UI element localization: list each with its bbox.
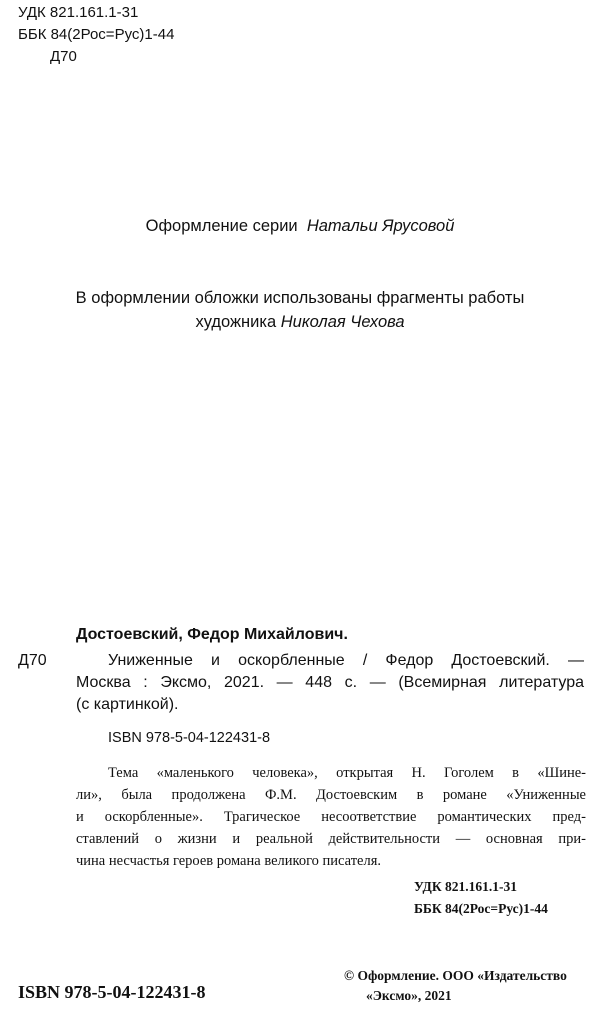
author-mark: Д70 bbox=[50, 48, 77, 65]
copyright-line-1: © Оформление. ООО «Издательство bbox=[344, 968, 567, 983]
description-line: (с картинкой). bbox=[76, 696, 179, 713]
annotation-line: Тема «маленького человека», открытая Н. Гоголем в «Шине- bbox=[108, 765, 586, 781]
author-heading: Достоевский, Федор Михайлович. bbox=[76, 626, 348, 643]
cover-artist-name: Николая Чехова bbox=[280, 313, 405, 331]
series-design-credit bbox=[0, 214, 600, 238]
annotation-line: чина несчастья героев романа великого писателя. bbox=[76, 853, 382, 869]
cover-credit-line-2 bbox=[0, 310, 600, 334]
udk-code: УДК 821.161.1-31 bbox=[18, 4, 139, 21]
description-line: Униженные и оскорбленные / Федор Достоевский. — bbox=[108, 652, 584, 669]
annotation-line: ставлений о жизни и реальной действительности — основная при- bbox=[76, 831, 586, 847]
description-line: Москва : Эксмо, 2021. — 448 с. — (Всемирная литература bbox=[76, 674, 584, 691]
cover-credit-line-1: В оформлении обложки использованы фрагменты работы bbox=[75, 289, 525, 307]
bbk-code: ББК 84(2Рос=Рус)1-44 bbox=[18, 26, 175, 43]
card-isbn: ISBN 978-5-04-122431-8 bbox=[108, 730, 271, 746]
annotation-line: и оскорбленные». Трагическое несоответствие романтических пред- bbox=[76, 809, 586, 825]
series-designer-name: Натальи Ярусовой bbox=[306, 217, 455, 235]
card-udk-code: УДК 821.161.1-31 bbox=[414, 879, 517, 894]
cover-credit-prefix: художника bbox=[195, 313, 277, 331]
card-author-mark: Д70 bbox=[18, 652, 47, 669]
footer-isbn: ISBN 978-5-04-122431-8 bbox=[18, 982, 206, 1002]
copyright-line-2: «Эксмо», 2021 bbox=[366, 988, 452, 1003]
card-bbk-code: ББК 84(2Рос=Рус)1-44 bbox=[414, 901, 548, 916]
series-design-prefix: Оформление серии bbox=[145, 217, 298, 235]
annotation-line: ли», была продолжена Ф.М. Достоевским в романе «Униженные bbox=[76, 787, 586, 803]
